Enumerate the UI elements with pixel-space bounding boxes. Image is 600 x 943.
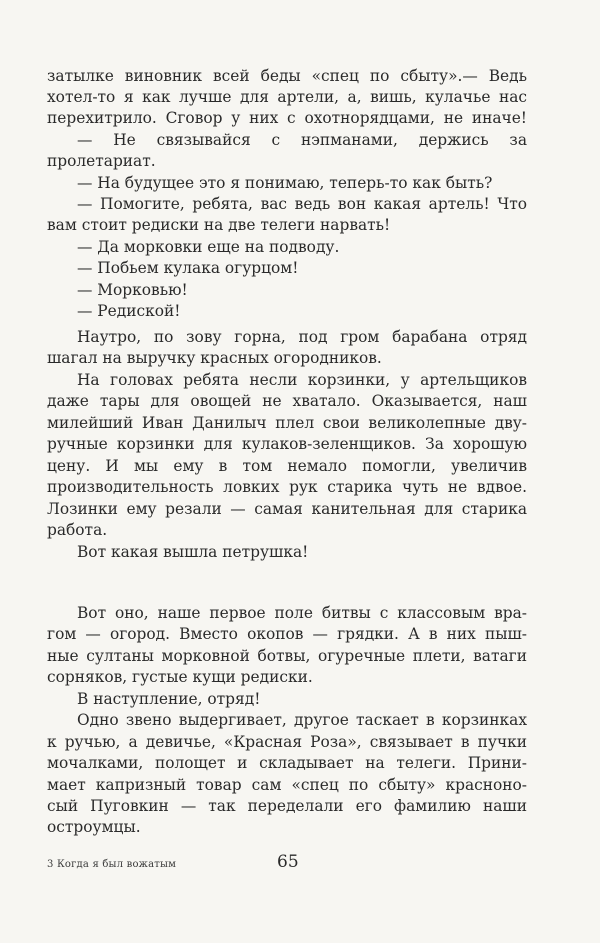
text-line: хотел-то я как лучше для артели, а, вишь, кулачье нас: [47, 88, 527, 106]
text-line: — Помогите, ребята, вас ведь вон какая артель! Что: [77, 195, 527, 213]
text-line: даже тары для овощей не хватало. Оказывается, наш: [47, 392, 527, 410]
text-line: затылке виновник всей беды «спец по сбыту».— Ведь: [47, 67, 527, 85]
text-line: Вот оно, наше первое поле битвы с классовым вра-: [77, 604, 527, 622]
text-line: Наутро, по зову горна, под гром барабана отряд: [77, 328, 527, 346]
text-line: перехитрило. Сговор у них с охотнорядцами, не иначе!: [47, 109, 527, 127]
text-line: На головах ребята несли корзинки, у артельщиков: [77, 371, 527, 389]
text-line: мочалками, полощет и складывает на телеги. Прини-: [47, 754, 527, 772]
text-line: — Побьем кулака огурцом!: [77, 259, 299, 277]
text-line: остроумцы.: [47, 818, 141, 836]
text-line: к ручью, а девичье, «Красная Роза», связывает в пучки: [47, 733, 527, 751]
text-line: — Редиской!: [77, 302, 181, 320]
text-line: ные султаны морковной ботвы, огуречные плети, ватаги: [47, 647, 527, 665]
text-line: — Не связывайся с нэпманами, держись за: [77, 131, 527, 149]
text-line: гом — огород. Вместо окопов — грядки. А в них пыш-: [47, 625, 527, 643]
text-line: Одно звено выдергивает, другое таскает в корзинках: [77, 711, 527, 729]
text-line: мает капризный товар сам «спец по сбыту» красноно-: [47, 776, 527, 794]
text-line: цену. И мы ему в том немало помогли, увеличив: [47, 457, 527, 475]
text-line: сорняков, густые кущи редиски.: [47, 668, 313, 686]
text-line: Вот какая вышла петрушка!: [77, 543, 309, 561]
signature-mark: 3 Когда я был вожатым: [47, 859, 177, 870]
text-line: работа.: [47, 521, 108, 539]
text-line: сый Пуговкин — так переделали его фамилию наши: [47, 797, 527, 815]
text-line: производительность ловких рук старика чуть не вдвое.: [47, 478, 527, 496]
text-line: — Морковью!: [77, 281, 188, 299]
text-line: В наступление, отряд!: [77, 690, 261, 708]
text-line: пролетариат.: [47, 152, 156, 170]
text-line: ручные корзинки для кулаков-зеленщиков. За хорошую: [47, 435, 527, 453]
text-line: Лозинки ему резали — самая канительная для старика: [47, 500, 527, 518]
text-line: — На будущее это я понимаю, теперь-то как быть?: [77, 174, 493, 192]
text-line: — Да морковки еще на подводу.: [77, 238, 340, 256]
text-line: вам стоит редиски на две телеги нарвать!: [47, 216, 391, 234]
page-number: 65: [277, 852, 299, 872]
text-line: шагал на выручку красных огородников.: [47, 349, 382, 367]
text-line: милейший Иван Данилыч плел свои великолепные дву-: [47, 414, 527, 432]
